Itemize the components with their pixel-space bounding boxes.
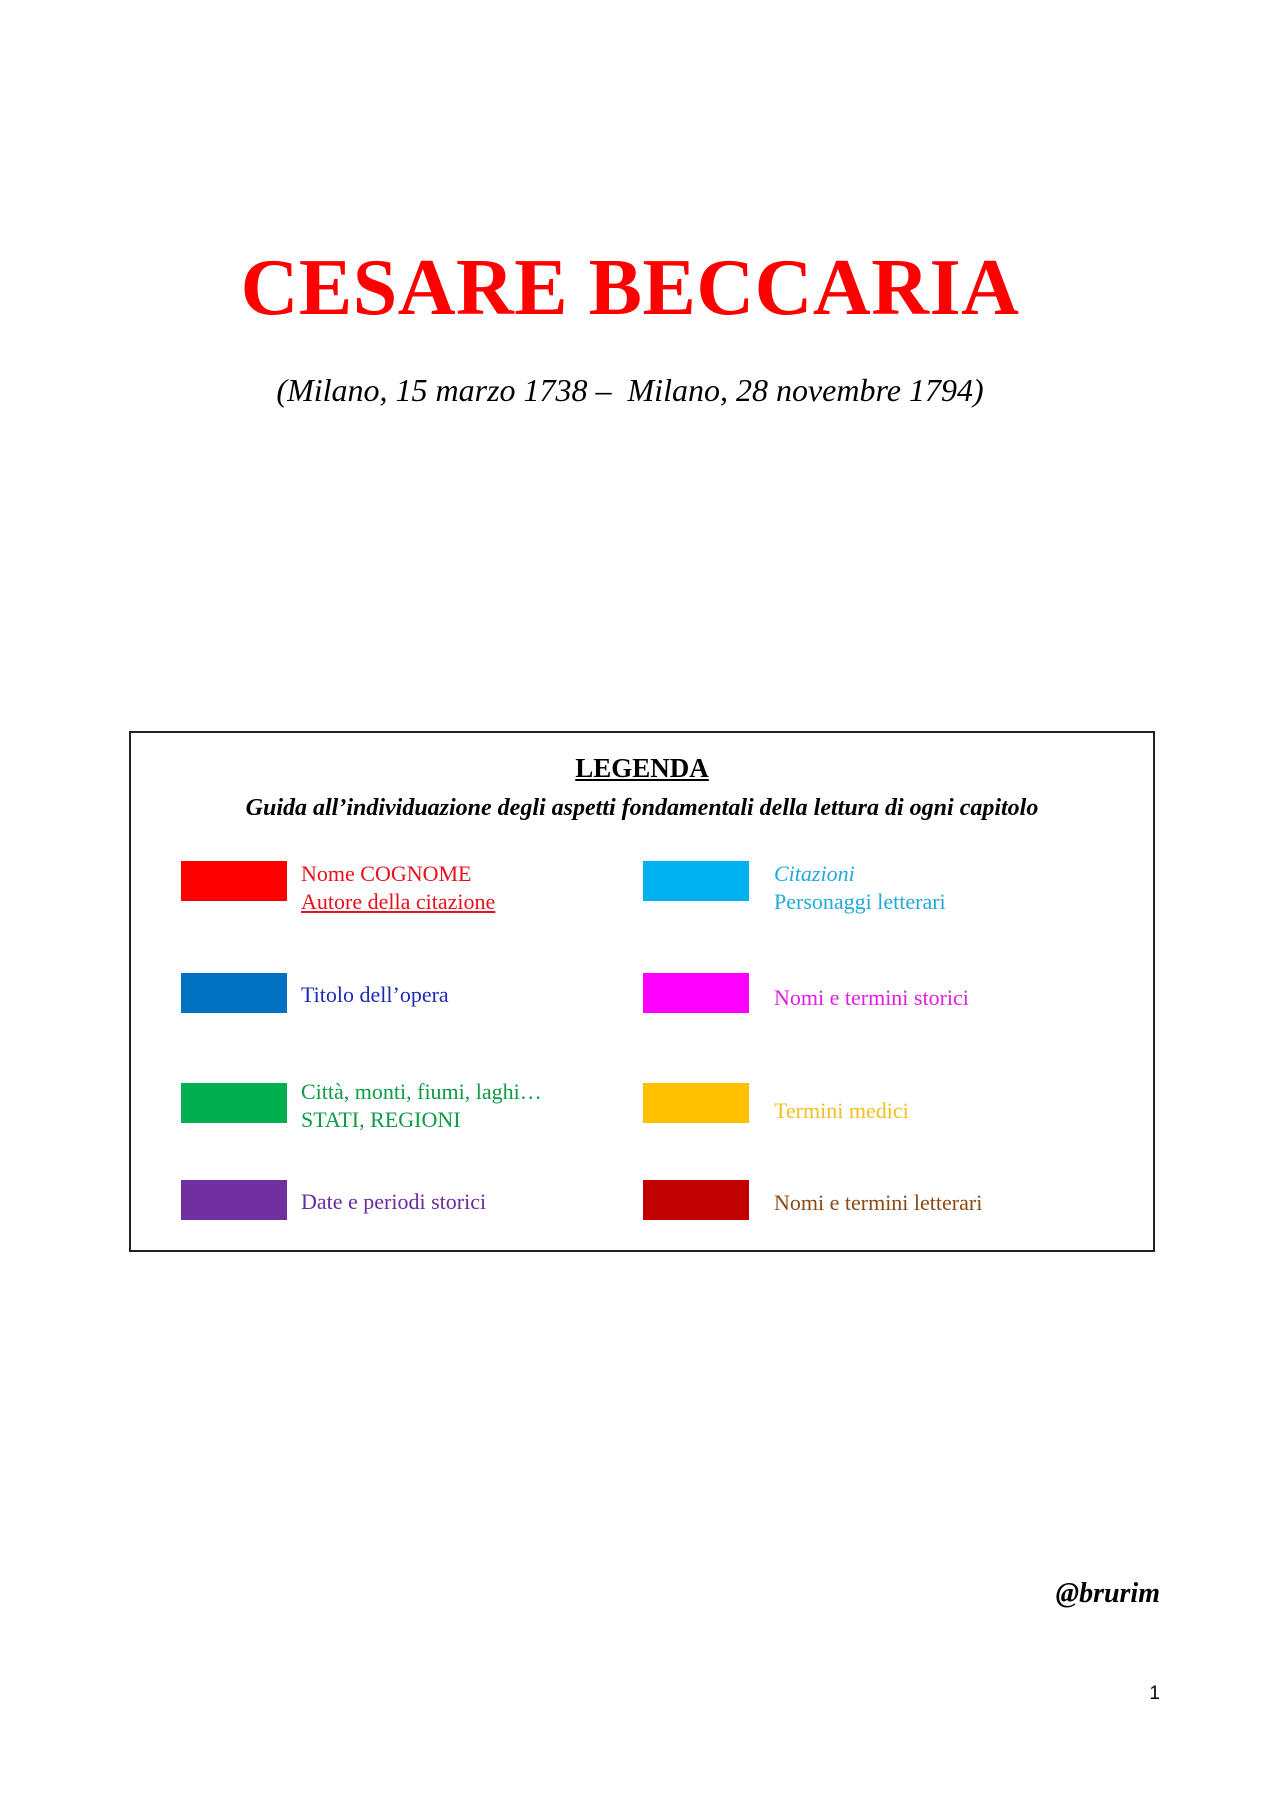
swatch-red — [181, 861, 287, 901]
legend-entry-termini-medici — [774, 1097, 909, 1125]
legend-entry-line: Città, monti, fiumi, laghi… — [301, 1079, 542, 1104]
legend-entry-line: Nomi e termini storici — [774, 985, 969, 1010]
document-subtitle: (Milano, 15 marzo 1738 – Milano, 28 novembre 1794) — [276, 372, 984, 408]
swatch-gold — [643, 1083, 749, 1123]
document-title: CESARE BECCARIA — [240, 244, 1020, 332]
legend-entry-line: Personaggi letterari — [774, 889, 946, 914]
swatch-blue — [181, 973, 287, 1013]
legend-entry-line: Nomi e termini letterari — [774, 1190, 983, 1215]
legend-entry-line: Titolo dell’opera — [301, 982, 449, 1007]
legend-entry-date — [301, 1188, 486, 1216]
swatch-dark-red — [643, 1180, 749, 1220]
swatch-purple — [181, 1180, 287, 1220]
swatch-magenta — [643, 973, 749, 1013]
legend-entry-line: Autore della citazione — [301, 889, 496, 914]
legend-entry-line: Nome COGNOME — [301, 861, 472, 886]
legend-entry-line: Termini medici — [774, 1098, 909, 1123]
legend-entry-line: STATI, REGIONI — [301, 1107, 461, 1132]
legend-subtitle: Guida all’individuazione degli aspetti fondamentali della lettura di ogni capitolo — [245, 795, 1039, 821]
legend-entry-nomi-storici — [774, 984, 969, 1012]
legend-title: LEGENDA — [575, 753, 709, 783]
legend-box — [129, 731, 1155, 1252]
legend-entry-nome-cognome — [301, 860, 495, 916]
swatch-light-blue — [643, 861, 749, 901]
author-tag: @brurim — [1055, 1578, 1160, 1609]
page-number: 1 — [1149, 1683, 1160, 1704]
legend-entry-line: Date e periodi storici — [301, 1189, 487, 1214]
legend-entry-citazioni — [774, 860, 946, 916]
legend-entry-line: Citazioni — [774, 861, 855, 886]
legend-entry-titolo — [301, 981, 449, 1009]
legend-entry-citta — [301, 1078, 542, 1134]
legend-entry-nomi-letterari — [774, 1189, 982, 1217]
swatch-green — [181, 1083, 287, 1123]
